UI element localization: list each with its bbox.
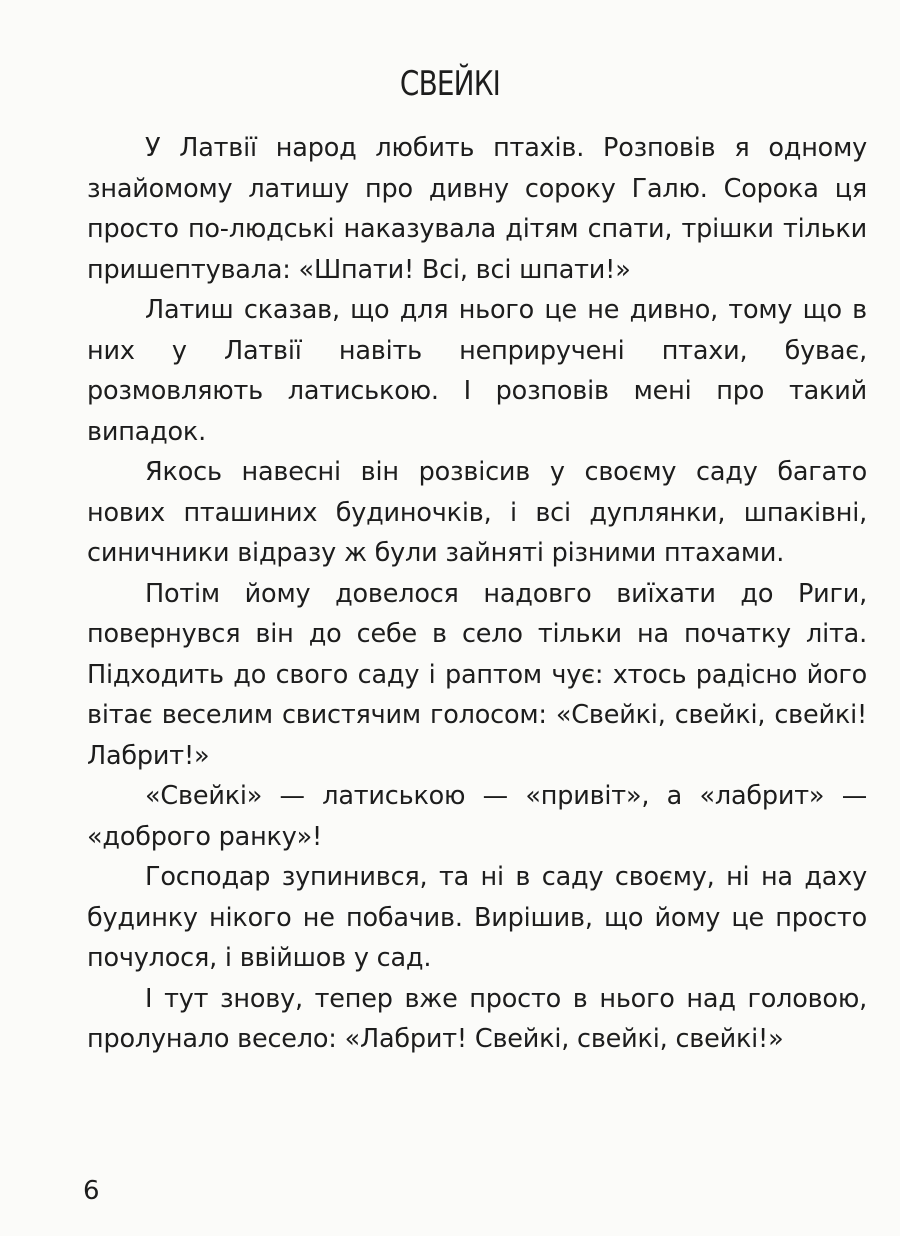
page-number: 6 [83, 1176, 100, 1206]
paragraph: «Свейкі» — латиською — «привіт», а «лабрит» — «доброго ранку»! [87, 781, 867, 852]
paragraph: Потім йому довелося надовго виїхати до Риги, повернувся він до себе в село тільки на початку літа. Підходить до свого саду і раптом чує: хтось радісно його вітає веселим свистячим голосом: «Свейкі, свейкі, свейкі! Лабрит!» [87, 578, 867, 771]
story-title: СВЕЙКІ [399, 64, 501, 104]
paragraph: Латиш сказав, що для нього це не дивно, тому що в них у Латвії навіть неприручені птахи, буває, розмовляють латиською. І розповів мені про такий випадок. [87, 295, 867, 447]
paragraph: Господар зупинився, та ні в саду своєму, ні на даху будинку нікого не побачив. Вирішив, що йому це просто почулося, і ввійшов у сад. [87, 862, 867, 973]
paragraph: У Латвії народ любить птахів. Розповів я одному знайомому латишу про дивну сороку Галю. Сорока ця просто по-людськi наказувала дітям спати, трішки тільки пришептувала: «Шпати! Всі, всі шпати!» [87, 133, 867, 285]
paragraph: І тут знову, тепер вже просто в нього над головою, пролунало весело: «Лабрит! Свейкі, свейкі, свейкі!» [87, 983, 867, 1054]
story-text [87, 128, 867, 1060]
paragraph: Якось навесні він розвісив у своєму саду багато нових пташиних будиночків, і всі дуплянки, шпаківні, синичники відразу ж були зайняті різними птахами. [87, 457, 867, 568]
